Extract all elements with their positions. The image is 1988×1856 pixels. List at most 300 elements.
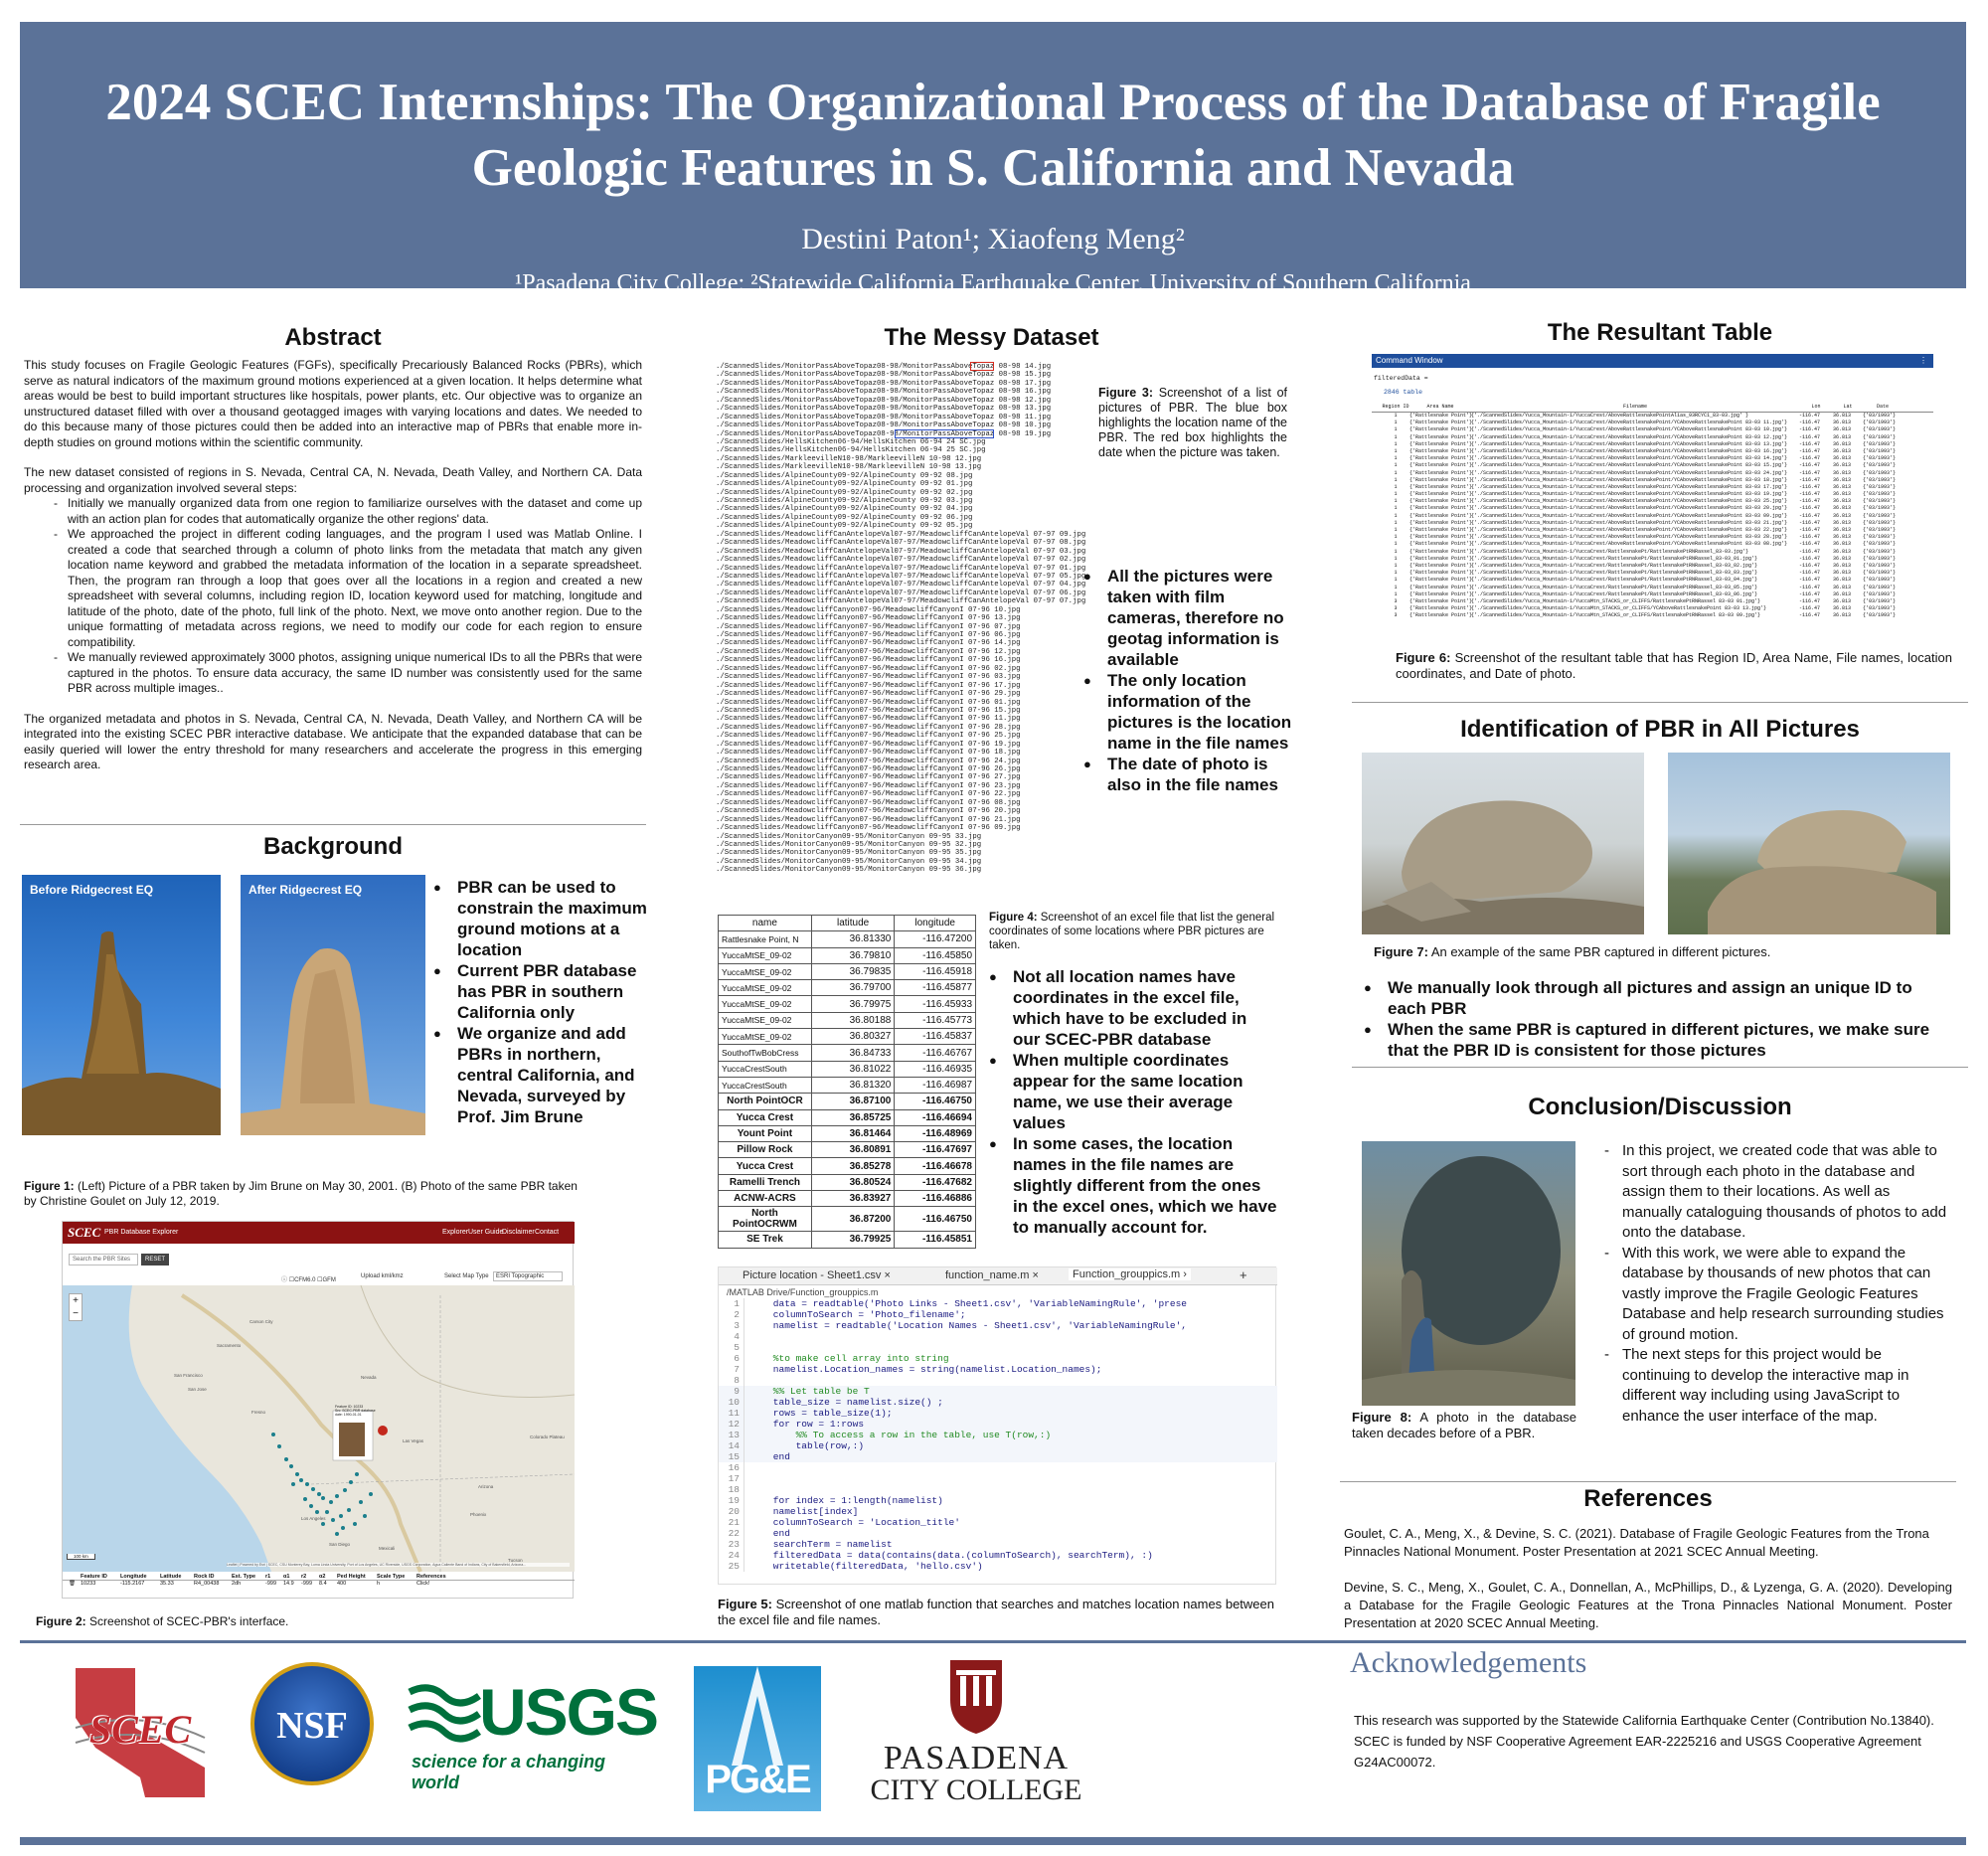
excel-cell-lon: -116.46987 — [895, 1077, 976, 1093]
excel-cell-lat: 36.79925 — [811, 1232, 894, 1248]
figure-4-caption — [989, 911, 1277, 952]
window-menu-icon[interactable]: ⋮ — [1919, 356, 1927, 365]
result-cell: 36.813 — [1833, 491, 1852, 498]
excel-row — [719, 1207, 976, 1232]
photo-before-ridgecrest — [22, 875, 221, 1135]
line-number: 20 — [719, 1506, 745, 1517]
result-header-cell: Area Name — [1426, 404, 1454, 410]
nav-user-guide[interactable]: User Guide — [468, 1229, 504, 1236]
result-cell: {'./ScannedSlides/Yucca_Mountain-1/YuccaMtn_STACKS_or_CLIFFS/RattlesnakePtRNRassel 83-03 01.jpg'} — [1471, 597, 1761, 604]
pinnacle-after-graphic — [241, 875, 425, 1135]
line-number: 6 — [719, 1353, 745, 1364]
result-cell: {'./ScannedSlides/Yucca_Mountain-1/YuccaCrest/RattlesnakePt/RattlesnakePtRNRassel_83-03_01.jpg'} — [1471, 555, 1758, 562]
result-cell: 36.813 — [1833, 420, 1852, 426]
result-cell: {'Rattlesnake Point'} — [1409, 512, 1473, 519]
result-cell: 36.813 — [1833, 555, 1852, 562]
result-cell: {'03/1993'} — [1863, 420, 1897, 426]
excel-row — [719, 931, 976, 947]
figure-3-text: Screenshot of a list of pictures of PBR. The blue box highlights the location name of the PBR. The red box highlights the date when the picture was taken. — [1098, 386, 1287, 459]
excel-row — [719, 1158, 976, 1174]
result-cell: {'./ScannedSlides/Yucca_Mountain-1/YuccaMtn_STACKS_or_CLIFFS/YCAboveRattlesnakePoint 83-03 13.jpg'} — [1471, 605, 1767, 612]
result-cell: -116.47 — [1799, 420, 1821, 426]
photo-before-label: Before Ridgecrest EQ — [30, 883, 154, 897]
file-list-line: ./ScannedSlides/MonitorCanyon09-95/MonitorCanyon 09-95 32.jpg — [716, 840, 982, 849]
excel-cell-name: Yount Point — [719, 1125, 812, 1141]
usgs-tagline: science for a changing world — [412, 1752, 606, 1792]
file-list-line: ./ScannedSlides/MonitorPassAboveTopaz08-98/MonitorPassAboveTopaz 08-98 11.jpg — [716, 413, 1052, 422]
result-cell: {'03/1993'} — [1863, 440, 1897, 447]
file-list-line: ./ScannedSlides/MeadowcliffCanAntelopeVal07-97/MeadowcliffCanAntelopeVal 07-97 07.jpg — [716, 597, 1086, 606]
file-list-line: ./ScannedSlides/MeadowcliffCanAntelopeVal07-97/MeadowcliffCanAntelopeVal 07-97 06.jpg — [716, 589, 1086, 597]
file-list-line: ./ScannedSlides/MarkleevilleN10-98/MarkleevilleN 10-98 13.jpg — [716, 463, 982, 472]
result-cell: -116.47 — [1799, 584, 1821, 591]
result-cell: 36.813 — [1833, 498, 1852, 505]
result-cell: {'03/1993'} — [1863, 491, 1897, 498]
figure-7-text: An example of the same PBR captured in different pictures. — [1430, 944, 1771, 959]
abstract-paragraph-1: This study focuses on Fragile Geologic Features (FGFs), specifically Precariously Balanced Rocks (PBRs), which serve as natural indicators of the maximum ground motions experienced at a given location. It helps determine what areas would be best to build important structures like hospitals, power plants, etc. Our objective was to organize an unstructured dataset filled with over a thousand geotagged images with varying locations and dates. We needed to do this because many of those pictures could then be added into an interactive map of PBRs that enable more in-depth studies on ground motions within the scientific community. — [24, 358, 642, 449]
result-cell: 36.813 — [1833, 612, 1852, 619]
map-popup-text: Feature ID: 10233 Src: SCEC-PBR database date: 1990-01-01 — [335, 1405, 376, 1418]
pge-logo-text: PG&E — [705, 1758, 810, 1801]
map-graphic — [63, 1285, 575, 1572]
result-table-row — [1372, 570, 1933, 577]
result-cell: {'Rattlesnake Point'} — [1409, 505, 1473, 512]
result-table-row — [1372, 426, 1933, 433]
result-header-cell: Date — [1876, 404, 1889, 410]
line-number: 4 — [719, 1331, 745, 1342]
code-text: data = readtable('Photo Links - Sheet1.csv', 'VariableNamingRule', 'prese — [750, 1298, 1187, 1309]
excel-cell-name: Yucca Crest — [719, 1109, 812, 1125]
messy-bullet: ● When multiple coordinates appear for the same location name, we use their average values — [989, 1050, 1277, 1133]
figure-2-caption — [36, 1614, 592, 1629]
excel-row — [719, 1077, 976, 1093]
result-cell: -116.47 — [1799, 455, 1821, 462]
result-header-cell: Region ID — [1382, 404, 1409, 410]
result-cell: {'Rattlesnake Point'} — [1409, 541, 1473, 548]
result-cell: 1 — [1394, 519, 1398, 526]
excel-cell-lon: -116.45851 — [895, 1232, 976, 1248]
pinnacle-before-graphic — [22, 875, 221, 1135]
excel-cell-name: Yucca Crest — [719, 1158, 812, 1174]
pcc-logo-line1: PASADENA — [883, 1740, 1070, 1776]
map-type-select[interactable]: ESRI Topographic — [493, 1271, 563, 1281]
figure-4-text: Screenshot of an excel file that list the general coordinates of some locations where PBR pictures are taken. — [989, 912, 1275, 951]
result-table-row — [1372, 527, 1933, 534]
result-cell: -116.47 — [1799, 483, 1821, 490]
result-cell: 1 — [1394, 447, 1398, 454]
line-number: 3 — [719, 1320, 745, 1331]
result-cell: {'Rattlesnake Point'} — [1409, 591, 1473, 597]
file-list-line: ./ScannedSlides/AlpineCounty09-92/AlpineCounty 09-92 01.jpg — [716, 480, 973, 489]
result-cell: {'Rattlesnake Point'} — [1409, 462, 1473, 469]
result-cell: {'./ScannedSlides/Yucca_Mountain-1/YuccaCrest/RattlesnakePt/RattlesnakePtRNRassel_83-03.jpg'} — [1471, 548, 1749, 555]
file-list-line: ./ScannedSlides/MeadowcliffCanyon07-96/MeadowcliffCanyonI 07-96 10.jpg — [716, 605, 1021, 614]
result-table-row — [1372, 491, 1933, 498]
code-text: %% To access a row in the table, use T(row,:) — [750, 1430, 1052, 1440]
result-cell: {'./ScannedSlides/Yucca_Mountain-1/YuccaCrest/AboveRattlesnakePoint/YCAboveRattlesnakePoint 83-03 25.jpg'} — [1471, 498, 1788, 505]
result-cell: {'03/1993'} — [1863, 483, 1897, 490]
result-cell: 1 — [1394, 555, 1398, 562]
result-cell: 1 — [1394, 413, 1398, 419]
file-list-line: ./ScannedSlides/MeadowcliffCanyon07-96/MeadowcliffCanyonI 07-96 25.jpg — [716, 732, 1021, 741]
file-list-line: ./ScannedSlides/MeadowcliffCanyon07-96/MeadowcliffCanyonI 07-96 15.jpg — [716, 706, 1021, 715]
result-cell: 36.813 — [1833, 426, 1852, 433]
file-list-line: ./ScannedSlides/MeadowcliffCanyon07-96/MeadowcliffCanyonI 07-96 21.jpg — [716, 815, 1021, 824]
result-table — [1372, 402, 1933, 619]
excel-cell-name: YuccaMtSE_09-02 — [719, 947, 812, 963]
result-table-row — [1372, 505, 1933, 512]
result-cell: {'03/1993'} — [1863, 433, 1897, 440]
line-number: 16 — [719, 1462, 745, 1473]
result-cell: 1 — [1394, 577, 1398, 584]
result-cell: 3 — [1394, 605, 1398, 612]
line-number: 5 — [719, 1342, 745, 1353]
code-editor[interactable] — [719, 1298, 1277, 1572]
result-table-row — [1372, 434, 1933, 441]
excel-cell-lat: 36.81320 — [811, 1077, 894, 1093]
excel-cell-lat: 36.81022 — [811, 1061, 894, 1077]
result-cell: -116.47 — [1799, 541, 1821, 548]
code-line — [719, 1375, 1277, 1386]
upload-kml-button[interactable]: Upload kml/kmz — [361, 1273, 404, 1279]
result-cell: 1 — [1394, 505, 1398, 512]
resultant-heading: The Resultant Table — [1547, 319, 1773, 346]
result-cell: -116.47 — [1799, 597, 1821, 604]
photo-after-ridgecrest — [241, 875, 425, 1135]
result-cell: {'Rattlesnake Point'} — [1409, 447, 1473, 454]
result-table-row — [1372, 498, 1933, 505]
code-line — [719, 1517, 1277, 1528]
excel-cell-lat: 36.79700 — [811, 980, 894, 996]
editor-tab[interactable]: function_name.m × — [945, 1269, 1039, 1281]
file-list-line: ./ScannedSlides/MeadowcliffCanyon07-96/MeadowcliffCanyonI 07-96 16.jpg — [716, 656, 1021, 665]
excel-cell-lon: -116.46678 — [895, 1158, 976, 1174]
code-line — [719, 1320, 1277, 1331]
code-line — [719, 1550, 1277, 1561]
messy-bullets-1 — [1083, 566, 1292, 795]
file-list-line: ./ScannedSlides/AlpineCounty09-92/AlpineCounty 09-92 04.jpg — [716, 505, 973, 514]
excel-row — [719, 1094, 976, 1109]
file-list-line: ./ScannedSlides/AlpineCounty09-92/AlpineCounty 09-92 03.jpg — [716, 497, 973, 505]
layer-gfm-checkbox[interactable]: ☐GFM — [317, 1277, 336, 1283]
result-cell: 1 — [1394, 476, 1398, 483]
file-list-line: ./ScannedSlides/MeadowcliffCanAntelopeVal07-97/MeadowcliffCanAntelopeVal 07-97 04.jpg — [716, 581, 1086, 590]
result-cell: {'./ScannedSlides/Yucca_Mountain-1/YuccaCrest/AboveRattlesnakePoint/YCAboveRattlesnakePoint 83-03 24.jpg'} — [1471, 469, 1788, 476]
result-cell: {'./ScannedSlides/Yucca_Mountain-1/YuccaCrest/AboveRattlesnakePoint/YCAboveRattlesnakePoint 83-03 14.jpg'} — [1471, 455, 1788, 462]
figure-8-text: A photo in the database taken decades before of a PBR. — [1352, 1410, 1576, 1440]
result-cell: 36.813 — [1833, 455, 1852, 462]
excel-cell-name: North PointOCR — [719, 1094, 812, 1109]
file-list-line: ./ScannedSlides/MeadowcliffCanyon07-96/MeadowcliffCanyonI 07-96 20.jpg — [716, 807, 1021, 816]
result-cell: 36.813 — [1833, 527, 1852, 533]
code-line — [719, 1419, 1277, 1430]
result-cell: {'./ScannedSlides/Yucca_Mountain-1/YuccaCrest/AboveRattlesnakePoint/YCAboveRattlesnakePoint 83-03 15.jpg'} — [1471, 462, 1788, 469]
code-text: columnToSearch = 'Photo_filename'; — [750, 1309, 966, 1320]
excel-cell-lat: 36.85725 — [811, 1109, 894, 1125]
line-number: 23 — [719, 1539, 745, 1550]
messy-bullet: ● Not all location names have coordinates in the excel file, which have to be excluded in our SCEC-PBR database — [989, 966, 1277, 1050]
excel-row — [719, 1109, 976, 1125]
nav-disclaimer[interactable]: Disclaimer — [502, 1229, 535, 1236]
file-list-line: ./ScannedSlides/AlpineCounty09-92/AlpineCounty 09-92 06.jpg — [716, 513, 973, 522]
result-cell: 36.813 — [1833, 433, 1852, 440]
result-cell: -116.47 — [1799, 505, 1821, 512]
result-cell: {'Rattlesnake Point'} — [1409, 562, 1473, 569]
abstract-step: - Initially we manually organized data from one region to familiarize ourselves with the dataset and come up with an action plan for codes that automatically organize the other regions' data. — [54, 496, 642, 527]
result-cell: {'03/1993'} — [1863, 512, 1897, 519]
line-number: 14 — [719, 1440, 745, 1451]
result-cell: 36.813 — [1833, 534, 1852, 541]
nav-contact[interactable]: Contact — [535, 1229, 560, 1236]
code-text: table_size = namelist.size() ; — [750, 1397, 943, 1408]
file-list-line: ./ScannedSlides/MeadowcliffCanyon07-96/MeadowcliffCanyonI 07-96 26.jpg — [716, 765, 1021, 773]
file-list-line: ./ScannedSlides/MeadowcliffCanyon07-96/MeadowcliffCanyonI 07-96 17.jpg — [716, 681, 1021, 690]
info-icon[interactable]: ⓘ — [281, 1277, 288, 1283]
figure-6-caption — [1396, 650, 1952, 682]
result-cell: {'03/1993'} — [1863, 612, 1897, 619]
file-list-line: ./ScannedSlides/MonitorCanyon09-95/MonitorCanyon 09-95 33.jpg — [716, 832, 982, 841]
result-cell: -116.47 — [1799, 605, 1821, 612]
result-cell: {'./ScannedSlides/Yucca_Mountain-1/YuccaCrest/RattlesnakePt/RattlesnakePtRNRassel_83-03_03.jpg'} — [1471, 570, 1758, 577]
result-cell: {'./ScannedSlides/Yucca_Mountain-1/YuccaCrest/AboveRattlesnakePoint/YCAboveRattlesnakePoint 83-03 21.jpg'} — [1471, 519, 1788, 526]
file-list-line: ./ScannedSlides/MeadowcliffCanyon07-96/MeadowcliffCanyonI 07-96 11.jpg — [716, 715, 1021, 724]
result-cell: 36.813 — [1833, 548, 1852, 555]
abstract-heading: Abstract — [284, 324, 382, 351]
result-cell: {'Rattlesnake Point'} — [1409, 534, 1473, 541]
code-text: namelist.Location_names = string(namelist.Location_names); — [750, 1364, 1102, 1375]
excel-row — [719, 1232, 976, 1248]
code-line — [719, 1386, 1277, 1397]
messy-heading: The Messy Dataset — [884, 324, 1099, 351]
result-cell: 1 — [1394, 433, 1398, 440]
background-bullet: ● Current PBR database has PBR in southern California only — [433, 960, 657, 1023]
result-cell: 1 — [1394, 591, 1398, 597]
command-var-line: filteredData = — [1374, 375, 1428, 382]
result-cell: -116.47 — [1799, 591, 1821, 597]
excel-cell-name: YuccaMtSE_09-02 — [719, 963, 812, 979]
figure-5-text: Screenshot of one matlab function that searches and matches location names between the excel file and file names. — [718, 1597, 1274, 1627]
excel-cell-name: ACNW-ACRS — [719, 1191, 812, 1207]
excel-cell-lon: -116.46935 — [895, 1061, 976, 1077]
layer-cfm-checkbox[interactable]: ☐CFM6.0 — [288, 1277, 316, 1283]
result-cell: 36.813 — [1833, 597, 1852, 604]
result-cell: {'03/1993'} — [1863, 548, 1897, 555]
messy-bullet: ● All the pictures were taken with film cameras, therefore no geotag information is available — [1083, 566, 1292, 670]
excel-cell-lon: -116.48969 — [895, 1125, 976, 1141]
editor-tab-active[interactable]: Function_grouppics.m › — [1069, 1268, 1191, 1280]
background-bullet: ● PBR can be used to constrain the maximum ground motions at a location — [433, 877, 657, 960]
date-highlight-box — [970, 362, 994, 371]
file-list-line: ./ScannedSlides/MeadowcliffCanAntelopeVal07-97/MeadowcliffCanAntelopeVal 07-97 01.jpg — [716, 564, 1086, 573]
result-cell: 1 — [1394, 534, 1398, 541]
excel-cell-name: YuccaMtSE_09-02 — [719, 980, 812, 996]
result-cell: {'./ScannedSlides/Yucca_Mountain-1/YuccaCrest/AboveRattlesnakePointAlias_93RCYC1_83-03.jpg' } — [1471, 413, 1749, 419]
result-table-row — [1372, 520, 1933, 527]
result-cell: 36.813 — [1833, 505, 1852, 512]
result-cell: -116.47 — [1799, 440, 1821, 447]
line-number: 24 — [719, 1550, 745, 1561]
explorer-logo: SCEC — [68, 1225, 101, 1240]
layer-toggles — [281, 1274, 336, 1283]
result-cell: {'03/1993'} — [1863, 570, 1897, 577]
result-cell: 36.813 — [1833, 413, 1852, 419]
file-list-line: ./ScannedSlides/AlpineCounty09-92/AlpineCounty 09-92 02.jpg — [716, 488, 973, 497]
excel-row — [719, 1142, 976, 1158]
result-cell: {'03/1993'} — [1863, 505, 1897, 512]
result-cell: {'Rattlesnake Point'} — [1409, 491, 1473, 498]
editor-tabbar — [719, 1267, 1277, 1285]
pcc-shield-graphic — [857, 1656, 1095, 1736]
excel-cell-name: North PointOCRWM — [719, 1207, 812, 1232]
file-list-line: ./ScannedSlides/MonitorPassAboveTopaz08-98/MonitorPassAboveTopaz 08-98 16.jpg — [716, 388, 1052, 397]
result-cell: {'Rattlesnake Point'} — [1409, 469, 1473, 476]
result-cell: {'Rattlesnake Point'} — [1409, 527, 1473, 533]
result-cell: 3 — [1394, 612, 1398, 619]
editor-tab[interactable]: Picture location - Sheet1.csv × — [743, 1269, 891, 1281]
result-cell: 36.813 — [1833, 605, 1852, 612]
excel-cell-lat: 36.87100 — [811, 1094, 894, 1109]
excel-cell-name: YuccaCrestSouth — [719, 1061, 812, 1077]
file-list-line: ./ScannedSlides/MarkleevilleN10-98/MarkleevilleN 10-98 12.jpg — [716, 454, 982, 463]
result-cell: {'./ScannedSlides/Yucca_Mountain-1/YuccaCrest/AboveRattlesnakePoint/YCAboveRattlesnakePoint 83-03 10.jpg'} — [1471, 426, 1788, 433]
abstract-paragraph-2: The new dataset consisted of regions in S. Nevada, Central CA, N. Nevada, Death Valley, and Northern CA. Data processing and organization involved several steps: — [24, 465, 642, 495]
line-number: 21 — [719, 1517, 745, 1528]
code-line — [719, 1440, 1277, 1451]
result-cell: 1 — [1394, 541, 1398, 548]
result-cell: {'03/1993'} — [1863, 462, 1897, 469]
result-cell: 36.813 — [1833, 512, 1852, 519]
editor-path: /MATLAB Drive/Function_grouppics.m — [727, 1287, 879, 1297]
explorer-table-row[interactable]: 🗑 10233 -115.2167 35.33 R4_00438 2dh -999 14.9 -999 8.4 400 h Click! — [63, 1581, 575, 1587]
messy-bullets-2 — [989, 966, 1277, 1238]
result-table-row — [1372, 563, 1933, 570]
result-cell: 1 — [1394, 512, 1398, 519]
result-table-row — [1372, 577, 1933, 584]
result-cell: {'03/1993'} — [1863, 413, 1897, 419]
excel-cell-lon: -116.45918 — [895, 963, 976, 979]
line-number: 22 — [719, 1528, 745, 1539]
result-table-row — [1372, 534, 1933, 541]
result-cell: -116.47 — [1799, 469, 1821, 476]
add-tab-icon[interactable]: + — [1240, 1267, 1247, 1282]
code-text: end — [750, 1451, 790, 1462]
excel-header-row: name latitude longitude — [719, 916, 976, 931]
result-cell: {'Rattlesnake Point'} — [1409, 605, 1473, 612]
result-cell: -116.47 — [1799, 548, 1821, 555]
result-cell: 36.813 — [1833, 591, 1852, 597]
explorer-navbar — [63, 1222, 575, 1244]
excel-cell-lat: 36.80524 — [811, 1174, 894, 1190]
result-cell: {'03/1993'} — [1863, 426, 1897, 433]
zoom-out-button[interactable]: − — [73, 1308, 79, 1319]
result-cell: {'03/1993'} — [1863, 476, 1897, 483]
result-cell: 3 — [1394, 597, 1398, 604]
code-line — [719, 1528, 1277, 1539]
file-list-line: ./ScannedSlides/MeadowcliffCanyon07-96/MeadowcliffCanyonI 07-96 28.jpg — [716, 723, 1021, 732]
result-cell: -116.47 — [1799, 413, 1821, 419]
excel-cell-lon: -116.45933 — [895, 996, 976, 1012]
pcc-logo-line2: CITY COLLEGE — [870, 1773, 1082, 1806]
footer-bottom-rule — [20, 1837, 1966, 1845]
result-cell: -116.47 — [1799, 519, 1821, 526]
code-line — [719, 1473, 1277, 1484]
file-list-line: ./ScannedSlides/HellsKitchen06-94/HellsKitchen 06-94 25 SC.jpg — [716, 446, 986, 455]
excel-cell-lon: -116.45877 — [895, 980, 976, 996]
result-cell: {'Rattlesnake Point'} — [1409, 548, 1473, 555]
result-cell: {'Rattlesnake Point'} — [1409, 519, 1473, 526]
file-list-line: ./ScannedSlides/MeadowcliffCanyon07-96/MeadowcliffCanyonI 07-96 24.jpg — [716, 757, 1021, 765]
figure-8-caption — [1352, 1410, 1576, 1441]
file-list-line: ./ScannedSlides/MonitorPassAboveTopaz08-98/MonitorPassAboveTopaz 08-98 17.jpg — [716, 379, 1052, 388]
result-cell: 36.813 — [1833, 577, 1852, 584]
line-number: 15 — [719, 1451, 745, 1462]
old-pbr-photo-graphic — [1362, 1141, 1575, 1406]
explorer-search-input[interactable]: Search the PBR Sites — [69, 1254, 138, 1265]
result-cell: {'Rattlesnake Point'} — [1409, 555, 1473, 562]
result-cell: {'03/1993'} — [1863, 469, 1897, 476]
result-table-row — [1372, 591, 1933, 598]
result-cell: -116.47 — [1799, 534, 1821, 541]
abstract-body — [24, 358, 642, 773]
result-cell: {'Rattlesnake Point'} — [1409, 440, 1473, 447]
poster-title: 2024 SCEC Internships: The Organizational Process of the Database of Fragile Geologic Features in S. California and Nevada — [105, 74, 1881, 197]
result-table-row — [1372, 484, 1933, 491]
result-cell: 1 — [1394, 570, 1398, 577]
result-cell: 1 — [1394, 548, 1398, 555]
result-cell: 1 — [1394, 426, 1398, 433]
explorer-reset-button[interactable]: RESET — [141, 1254, 169, 1265]
line-number: 10 — [719, 1397, 745, 1408]
explorer-reference-link[interactable]: Click! — [416, 1581, 430, 1587]
result-table-row — [1372, 420, 1933, 426]
result-header-cell: Lon — [1811, 404, 1821, 410]
excel-cell-lat: 36.79810 — [811, 947, 894, 963]
file-list-line: ./ScannedSlides/MeadowcliffCanyon07-96/MeadowcliffCanyonI 07-96 19.jpg — [716, 740, 1021, 749]
abstract-steps — [54, 496, 642, 697]
result-cell: {'./ScannedSlides/Yucca_Mountain-1/YuccaCrest/AboveRattlesnakePoint/YCAboveRattlesnakePoint 83-03 08.jpg'} — [1471, 541, 1788, 548]
result-cell: {'./ScannedSlides/Yucca_Mountain-1/YuccaCrest/AboveRattlesnakePoint/YCAboveRattlesnakePoint 83-03 12.jpg'} — [1471, 433, 1788, 440]
divider — [1352, 702, 1968, 703]
nav-explorer[interactable]: Explorer — [442, 1229, 469, 1236]
conclusion-heading: Conclusion/Discussion — [1528, 1094, 1792, 1120]
result-cell: -116.47 — [1799, 447, 1821, 454]
excel-cell-lat: 36.83927 — [811, 1191, 894, 1207]
result-cell: {'./ScannedSlides/Yucca_Mountain-1/YuccaCrest/AboveRattlesnakePoint/YCAboveRattlesnakePoint 83-03 11.jpg'} — [1471, 420, 1788, 426]
acknowledgements-text: This research was supported by the Statewide California Earthquake Center (Contribution No.13840). SCEC is funded by NSF Cooperative Agreement EAR-2225216 and USGS Cooperative Agreement G24AC00072. — [1354, 1713, 1934, 1770]
result-cell: {'03/1993'} — [1863, 527, 1897, 533]
result-cell: {'./ScannedSlides/Yucca_Mountain-1/YuccaCrest/AboveRattlesnakePoint/YCAboveRattlesnakePoint 83-03 18.jpg'} — [1471, 476, 1788, 483]
result-cell: -116.47 — [1799, 570, 1821, 577]
trash-icon[interactable]: 🗑 — [69, 1581, 76, 1587]
result-cell: {'03/1993'} — [1863, 498, 1897, 505]
result-cell: -116.47 — [1799, 433, 1821, 440]
figure-7-label: Figure 7: — [1374, 944, 1428, 959]
zoom-in-button[interactable]: + — [73, 1295, 79, 1306]
result-cell: -116.47 — [1799, 512, 1821, 519]
file-list-line: ./ScannedSlides/MonitorCanyon09-95/MonitorCanyon 09-95 35.jpg — [716, 849, 982, 858]
nsf-logo-text: NSF — [276, 1705, 348, 1747]
result-table-row — [1372, 470, 1933, 477]
map-attribution: Leaflet | Powered by Esri | SCEC, CSU Monterey Bay, Loma Linda University, Port of Los Angeles, UC Riverside, USGS Corporation, Agua Caliente Band of Indians, City of Bakersfield, Arizona... — [227, 1563, 570, 1567]
result-cell: {'03/1993'} — [1863, 519, 1897, 526]
result-cell: {'Rattlesnake Point'} — [1409, 455, 1473, 462]
excel-cell-lon: -116.47697 — [895, 1142, 976, 1158]
excel-cell-lon: -116.47682 — [895, 1174, 976, 1190]
result-table-row — [1372, 541, 1933, 548]
result-cell: 1 — [1394, 498, 1398, 505]
excel-cell-lat: 36.80327 — [811, 1029, 894, 1045]
explorer-map[interactable]: Feature ID: 10233 Src: SCEC-PBR database date: 1990-01-01 Carson City Sacramento San Francisco San Jose Fresno Las Vegas Los Angeles San Diego Mexicali Phoenix Tucson Arizona Nevada Colorado Plateau + − 100 km Leaflet | Powered by Esri | SCEC, CSU Monterey Bay, Loma Linda University, Port of Los Angeles, UC Riverside, USGS Corporation, Agua Caliente Band of Indians, City of Bakersfield, Arizona... — [63, 1285, 575, 1572]
